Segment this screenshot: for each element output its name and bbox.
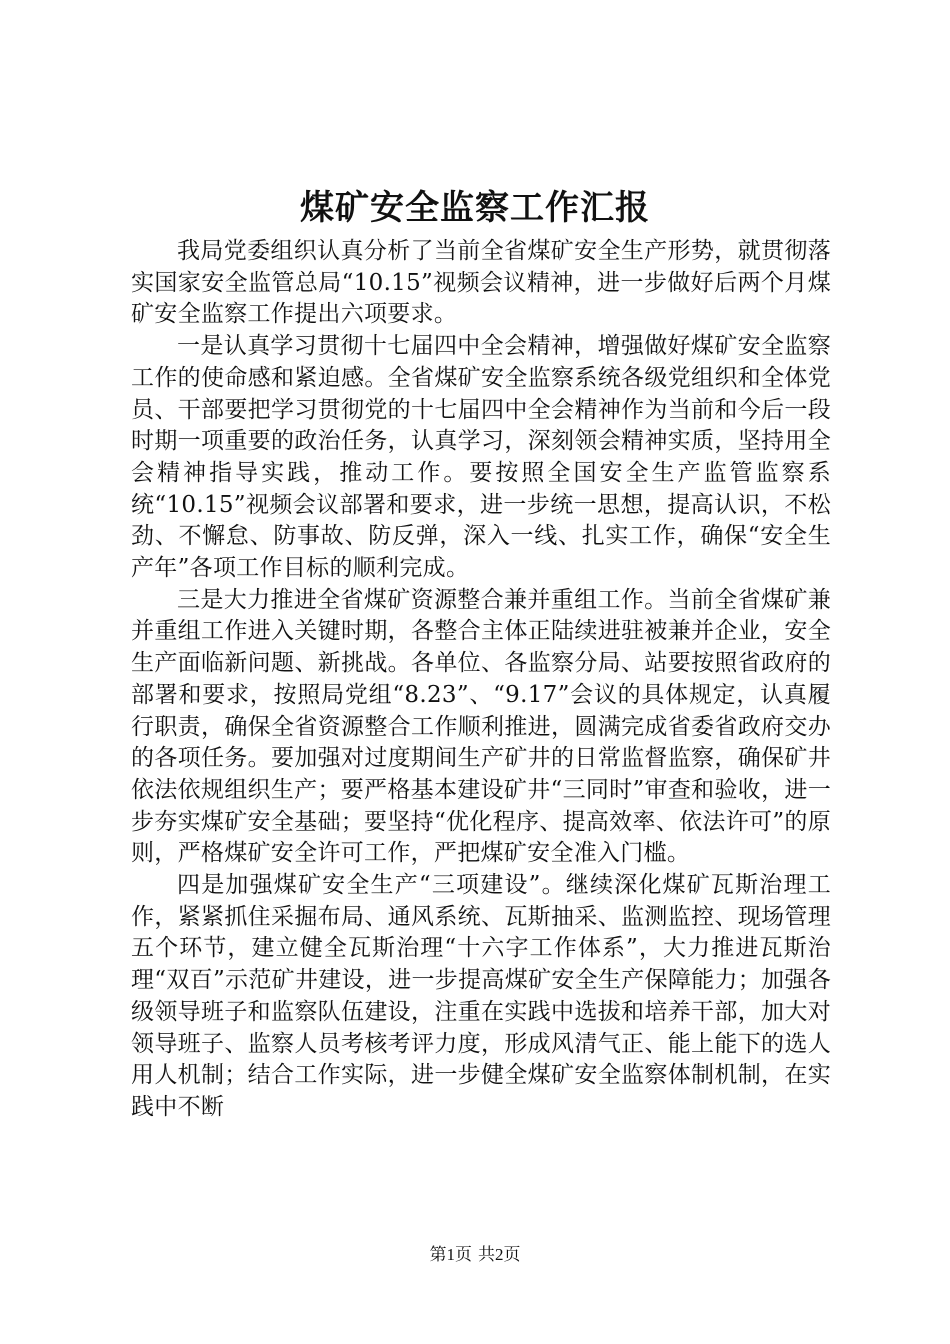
paragraph-intro: 我局党委组织认真分析了当前全省煤矿安全生产形势，就贯彻落实国家安全监管总局“10.15”视频会议精神，进一步做好后两个月煤矿安全监察工作提出六项要求。 — [131, 238, 831, 328]
page-number: 第1页 — [429, 1245, 472, 1264]
document-title: 煤矿安全监察工作汇报 — [300, 188, 650, 228]
paragraph-point-four: 四是加强煤矿安全生产“三项建设”。继续深化煤矿瓦斯治理工作，紧紧抓住采掘布局、通风系统、瓦斯抽采、监测监控、现场管理五个环节，建立健全瓦斯治理“十六字工作体系”，大力推进瓦斯治理“双百”示范矿井建设，进一步提高煤矿安全生产保障能力；加强各级领导班子和监察队伍建设，注重在实践中选拔和培养干部，加大对领导班子、监察人员考核考评力度，形成风清气正、能上能下的选人用人机制；结合工作实际，进一步健全煤矿安全监察体制机制，在实践中不断 — [131, 872, 831, 1120]
document-body — [131, 236, 831, 1124]
paragraph-point-three: 三是大力推进全省煤矿资源整合兼并重组工作。当前全省煤矿兼并重组工作进入关键时期，各整合主体正陆续进驻被兼并企业，安全生产面临新问题、新挑战。各单位、各监察分局、站要按照省政府的部署和要求，按照局党组“8.23”、“9.17”会议的具体规定，认真履行职责，确保全省资源整合工作顺利推进，圆满完成省委省政府交办的各项任务。要加强对过度期间生产矿井的日常监督监察，确保矿井依法依规组织生产；要严格基本建设矿井“三同时”审查和验收，进一步夯实煤矿安全基础；要坚持“优化程序、提高效率、依法许可”的原则，严格煤矿安全许可工作，严把煤矿安全准入门槛。 — [131, 586, 831, 867]
page-total: 共2页 — [478, 1245, 521, 1264]
paragraph-point-one: 一是认真学习贯彻十七届四中全会精神，增强做好煤矿安全监察工作的使命感和紧迫感。全省煤矿安全监察系统各级党组织和全体党员、干部要把学习贯彻党的十七届四中全会精神作为当前和今后一段时期一项重要的政治任务，认真学习，深刻领会精神实质，坚持用全会精神指导实践，推动工作。要按照全国安全生产监管监察系统“10.15”视频会议部署和要求，进一步统一思想，提高认识，不松劲、不懈怠、防事故、防反弹，深入一线、扎实工作，确保“安全生产年”各项工作目标的顺利完成。 — [131, 333, 831, 582]
page-footer — [0, 1244, 950, 1266]
